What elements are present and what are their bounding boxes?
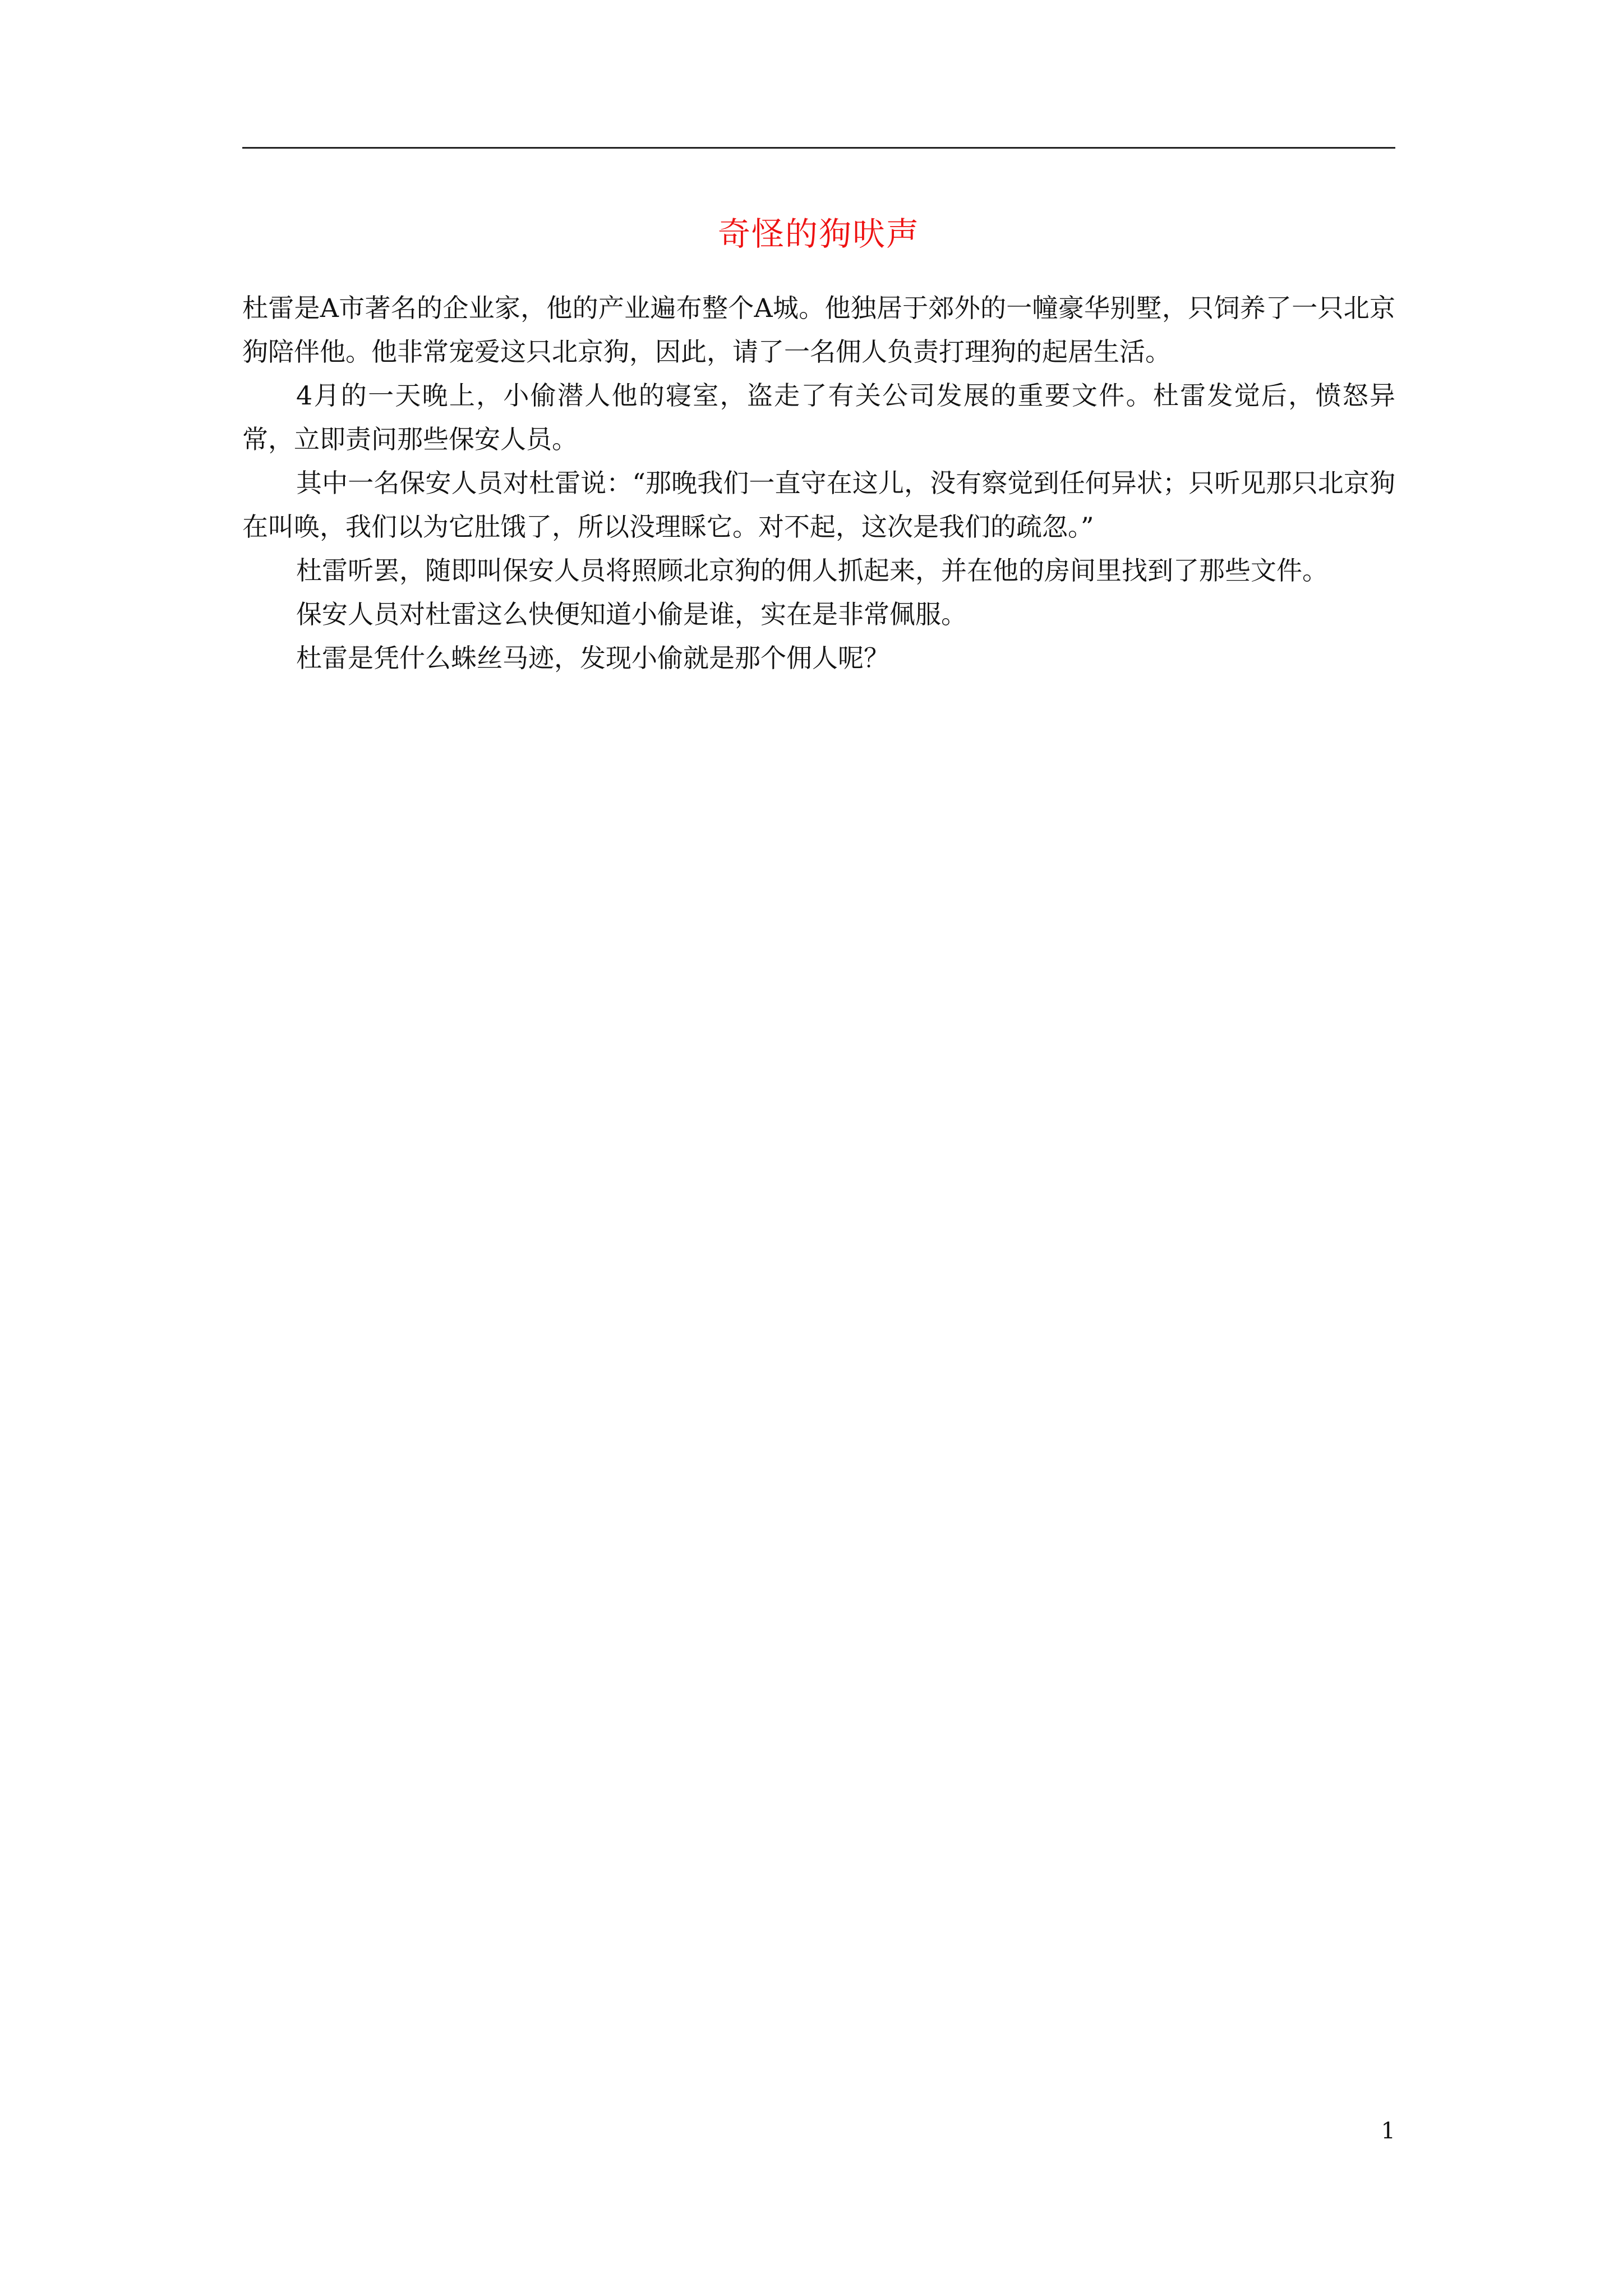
document-body <box>242 286 1395 680</box>
paragraph-2: 4月的一天晚上，小偷潜人他的寝室，盗走了有关公司发展的重要文件。杜雷发觉后，愤怒异常，立即责问那些保安人员。 <box>242 380 1395 454</box>
header-rule <box>242 147 1395 149</box>
paragraph-4: 杜雷听罢，随即叫保安人员将照顾北京狗的佣人抓起来，并在他的房间里找到了那些文件。 <box>296 555 1328 586</box>
page-number: 1 <box>1381 2118 1395 2144</box>
paragraph-5: 保安人员对杜雷这么快便知道小偷是谁，实在是非常佩服。 <box>296 599 967 629</box>
paragraph-6: 杜雷是凭什么蛛丝马迹，发现小偷就是那个佣人呢？ <box>296 643 889 673</box>
paragraph-3: 其中一名保安人员对杜雷说：“那晚我们一直守在这儿，没有察觉到任何异状；只听见那只北京狗在叫唤，我们以为它肚饿了，所以没理睬它。对不起，这次是我们的疏忽。” <box>242 468 1395 542</box>
document-title: 奇怪的狗吠声 <box>717 215 920 253</box>
paragraph-1: 杜雷是A市著名的企业家，他的产业遍布整个A城。他独居于郊外的一幢豪华别墅，只饲养了一只北京狗陪伴他。他非常宠爱这只北京狗，因此，请了一名佣人负责打理狗的起居生活。 <box>242 293 1395 367</box>
